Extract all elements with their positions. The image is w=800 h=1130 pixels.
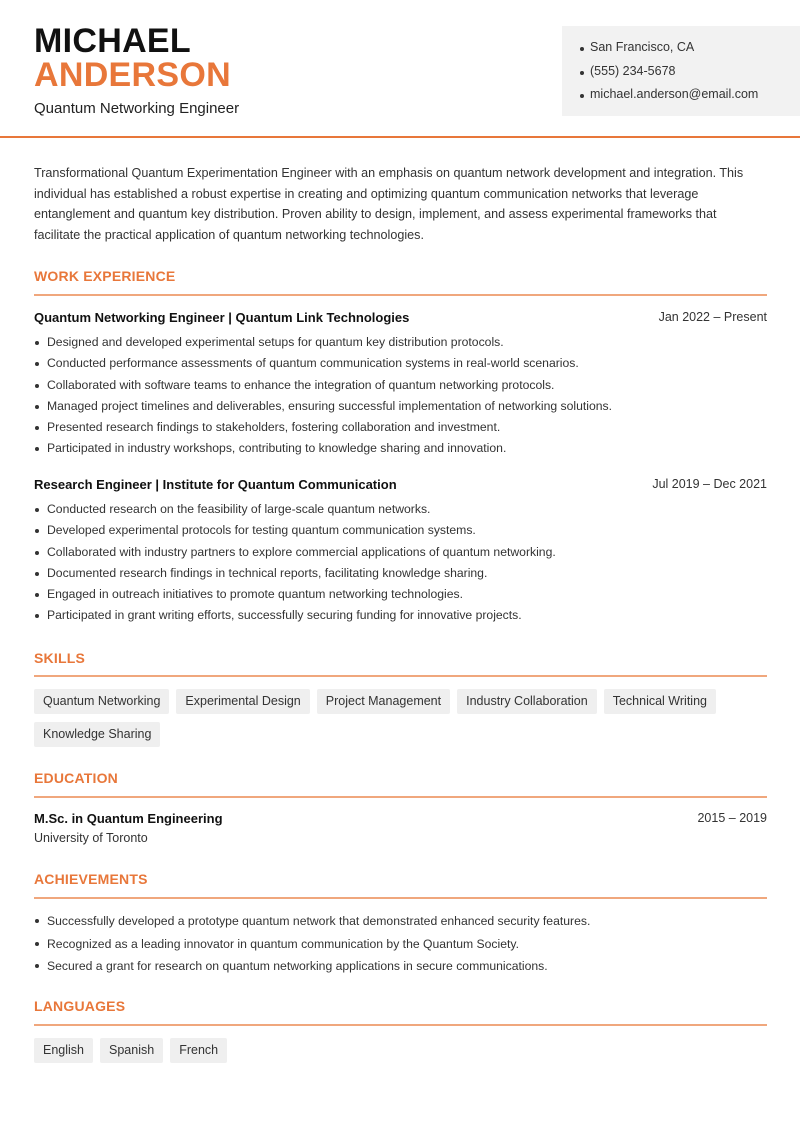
list-item: Conducted research on the feasibility of large-scale quantum networks. — [34, 499, 767, 520]
job-header — [34, 310, 767, 328]
skill-tag: Knowledge Sharing — [34, 722, 160, 747]
first-name: MICHAEL — [34, 22, 191, 60]
list-item: Conducted performance assessments of quantum communication systems in real-world scenarios. — [34, 353, 767, 374]
resume-header — [0, 0, 800, 138]
language-tag: French — [170, 1038, 227, 1063]
list-item: Recognized as a leading innovator in quantum communication by the Quantum Society. — [34, 933, 767, 956]
languages-divider — [34, 1024, 767, 1026]
list-item: Successfully developed a prototype quantum network that demonstrated enhanced security features. — [34, 910, 767, 933]
skills-heading: SKILLS — [34, 650, 85, 666]
language-tag: Spanish — [100, 1038, 163, 1063]
education-dates: 2015 – 2019 — [697, 811, 767, 825]
job-title: Quantum Networking Engineer — [34, 100, 240, 117]
list-item: Secured a grant for research on quantum networking applications in secure communications. — [34, 955, 767, 978]
contact-email: michael.anderson@email.com — [580, 83, 800, 107]
job-dates: Jul 2019 – Dec 2021 — [652, 477, 767, 491]
job-role: Quantum Networking Engineer | Quantum Link Technologies — [34, 310, 410, 325]
job-header — [34, 477, 767, 495]
education-heading: EDUCATION — [34, 770, 118, 786]
skill-tag: Technical Writing — [604, 689, 716, 714]
list-item: Participated in grant writing efforts, successfully securing funding for innovative projects. — [34, 605, 767, 626]
list-item: Documented research findings in technical reports, facilitating knowledge sharing. — [34, 563, 767, 584]
achievements-heading: ACHIEVEMENTS — [34, 871, 148, 887]
last-name: ANDERSON — [34, 56, 231, 94]
list-item: Engaged in outreach initiatives to promote quantum networking technologies. — [34, 584, 767, 605]
skills-divider — [34, 675, 767, 677]
job-dates: Jan 2022 – Present — [658, 310, 767, 324]
education-school: University of Toronto — [34, 831, 148, 845]
list-item: Managed project timelines and deliverables, ensuring successful implementation of networking solutions. — [34, 396, 767, 417]
job-role: Research Engineer | Institute for Quantum Communication — [34, 477, 397, 492]
achievements-list — [34, 910, 767, 978]
list-item: Collaborated with software teams to enhance the integration of quantum networking protocols. — [34, 375, 767, 396]
languages-heading: LANGUAGES — [34, 998, 126, 1014]
skills-list — [34, 689, 767, 747]
summary-paragraph: Transformational Quantum Experimentation Engineer with an emphasis on quantum network development and integration. This individual has established a robust expertise in creating and optimizing quantum communication networks that leverage entanglement and quantum key distribution. Proven ability to design, implement, and assess experimental frameworks that facilitate the practical application of quantum networking technologies. — [34, 166, 744, 243]
job-bullets — [34, 499, 767, 627]
list-item: Collaborated with industry partners to explore commercial applications of quantum networking. — [34, 542, 767, 563]
language-tag: English — [34, 1038, 93, 1063]
job-bullets — [34, 332, 767, 460]
contact-phone: (555) 234-5678 — [580, 60, 800, 84]
skill-tag: Experimental Design — [176, 689, 309, 714]
languages-list — [34, 1038, 767, 1063]
skill-tag: Quantum Networking — [34, 689, 169, 714]
work-experience-heading: WORK EXPERIENCE — [34, 268, 176, 284]
list-item: Participated in industry workshops, contributing to knowledge sharing and innovation. — [34, 438, 767, 459]
contact-location: San Francisco, CA — [580, 36, 800, 60]
skill-tag: Project Management — [317, 689, 450, 714]
skill-tag: Industry Collaboration — [457, 689, 597, 714]
work-experience-divider — [34, 294, 767, 296]
list-item: Designed and developed experimental setups for quantum key distribution protocols. — [34, 332, 767, 353]
contact-box — [562, 26, 800, 116]
education-degree: M.Sc. in Quantum Engineering — [34, 811, 223, 826]
education-divider — [34, 796, 767, 798]
achievements-divider — [34, 897, 767, 899]
list-item: Developed experimental protocols for testing quantum communication systems. — [34, 520, 767, 541]
list-item: Presented research findings to stakeholders, fostering collaboration and investment. — [34, 417, 767, 438]
